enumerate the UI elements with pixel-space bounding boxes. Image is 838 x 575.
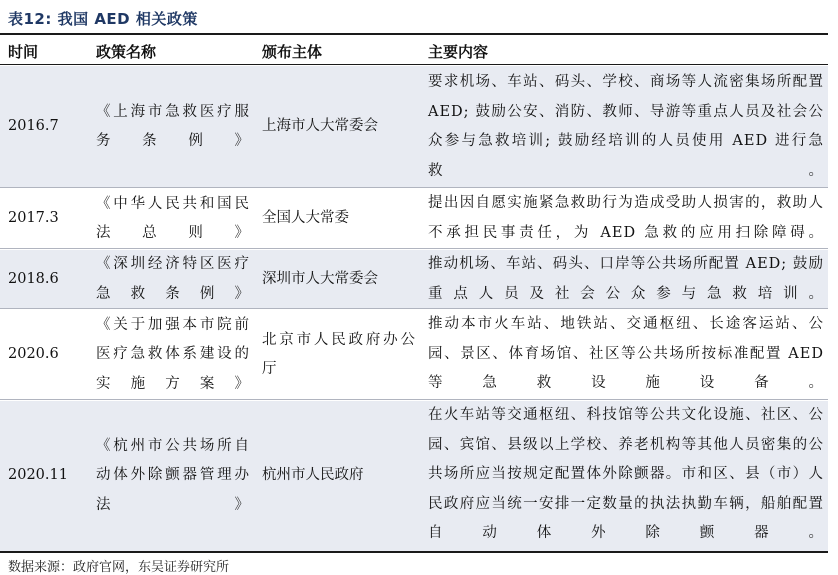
- row-name: [96, 250, 250, 309]
- table-row: [0, 66, 828, 188]
- row-content: 要求机场、车站、码头、学校、商场等人流密集场所配置 AED; 鼓励公安、消防、教师、导游等重点人员及社会公众参与急救培训; 鼓励经培训的人员使用 AED 进行急救。: [428, 74, 824, 179]
- header-time: 时间: [8, 43, 39, 61]
- table-title: 表12: 我国 AED 相关政策: [8, 10, 198, 28]
- table-row: [0, 401, 828, 551]
- row-issuer: [262, 310, 416, 400]
- row-time: 2016.7: [8, 118, 59, 135]
- row-name-text: 《中华人民共和国民法总则》: [96, 195, 250, 241]
- row-issuer-text: 北京市人民政府办公厅: [262, 331, 416, 377]
- row-name: [96, 66, 250, 188]
- header-content: 主要内容: [428, 43, 489, 61]
- row-content: 推动本市火车站、地铁站、交通枢纽、长途客运站、公园、景区、体育场馆、社区等公共场所按标准配置 AED 等急救设施设备。: [428, 316, 824, 391]
- header-name: 政策名称: [96, 43, 157, 61]
- row-name-text: 《杭州市公共场所自动体外除颤器管理办法》: [96, 437, 250, 513]
- table-row: [0, 250, 828, 309]
- top-rule: [0, 33, 828, 35]
- row-time: 2018.6: [8, 270, 59, 287]
- row-issuer: 深圳市人大常委会: [262, 270, 378, 287]
- row-separator: [0, 308, 828, 309]
- row-separator: [0, 187, 828, 188]
- row-time: 2020.11: [8, 467, 68, 484]
- row-separator: [0, 248, 828, 249]
- row-content: 在火车站等交通枢纽、科技馆等公共文化设施、社区、公园、宾馆、县级以上学校、养老机构等其他人员密集的公共场所应当按规定配置体外除颤器。市和区、县（市）人民政府应当统一安排一定数量的执法执勤车辆，船舶配置自动体外除颤器。: [428, 407, 824, 541]
- row-time: 2020.6: [8, 346, 59, 363]
- row-content: 提出因自愿实施紧急救助行为造成受助人损害的，救助人不承担民事责任，为 AED 急救的应用扫除障碍。: [428, 195, 824, 241]
- row-name: [96, 310, 250, 400]
- row-name: [96, 401, 250, 551]
- row-issuer: 上海市人大常委会: [262, 118, 378, 135]
- source-note: 数据来源：政府官网，东吴证券研究所: [8, 560, 230, 575]
- header-rule: [0, 64, 828, 65]
- header-issuer: 颁布主体: [262, 43, 323, 61]
- row-content: 推动机场、车站、码头、口岸等公共场所配置 AED; 鼓励重点人员及社会公众参与急救培训。: [428, 256, 824, 302]
- row-separator: [0, 399, 828, 400]
- row-name-text: 《深圳经济特区医疗急救条例》: [96, 256, 250, 302]
- row-name: [96, 189, 250, 249]
- row-name-text: 《上海市急救医疗服务条例》: [96, 103, 250, 149]
- bottom-rule: [0, 551, 828, 553]
- table-row: [0, 189, 828, 249]
- row-name-text: 《关于加强本市院前医疗急救体系建设的实施方案》: [96, 316, 250, 392]
- row-time: 2017.3: [8, 210, 59, 227]
- row-issuer: 杭州市人民政府: [262, 467, 364, 484]
- row-issuer: 全国人大常委: [262, 210, 349, 227]
- table-row: [0, 310, 828, 400]
